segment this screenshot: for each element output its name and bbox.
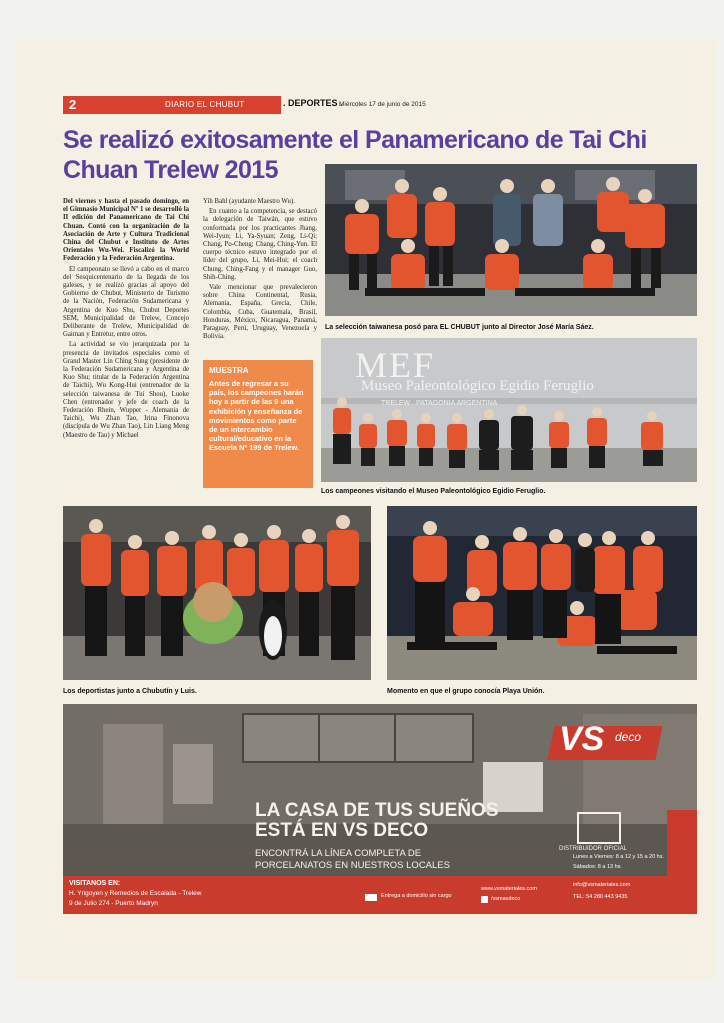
muestra-box [203, 360, 313, 488]
muestra-body: Antes de regresar a su país, los campeones harán hoy a partir de las 9 una exhibición y enseñanza de movimientos como parte de un intercambio cultural/educativo en la Escuela Nº 199 de Trelew. [209, 379, 304, 453]
photo-mascots [63, 506, 371, 680]
article-column-1 [63, 198, 189, 442]
muestra-title: MUESTRA [209, 366, 249, 375]
caption-mascots: Los deportistas junto a Chubutín y Luis. [63, 688, 197, 695]
ad-subtext-2: PORCELANATOS EN NUESTROS LOCALES [255, 860, 450, 871]
facebook-icon [481, 896, 488, 903]
ilva-logo [577, 812, 621, 844]
ad-subtext-1: ENCONTRÁ LA LÍNEA COMPLETA DE [255, 848, 422, 859]
photo-playa-union [387, 506, 697, 680]
ad-address-1: H. Yrigoyen y Remedios de Escalada - Trelew [69, 890, 202, 897]
article-paragraph: Yih Bahl (ayudante Maestro Wu). [203, 198, 295, 205]
museum-location: TRELEW . PATAGONIA ARGENTINA [381, 400, 498, 407]
photo-taiwan-team-image [325, 164, 697, 316]
paper-name: DIARIO EL CHUBUT [165, 100, 245, 109]
truck-icon [365, 894, 377, 901]
photo-museum [321, 338, 697, 482]
article-paragraph: El campeonato se llevó a cabo en el marco del Sesquicentenario de la llegada de los galeses, y se realizó gracias al apoyo del Gobierno de Chubut, Ministerio de Turismo de la Nación, Federación Sudamericana y Argentina de Kuo Shu, Chubut Deportes SEM, Municipalidad de Trelew, Concejo Deliberante de Trelew, Municipalidad de Gaiman y Entretur, entre otros. [63, 265, 189, 339]
article-column-2 [203, 198, 317, 343]
ad-logo-deco: deco [615, 730, 642, 744]
ad-web: www.vsmateriales.com [481, 886, 537, 892]
ad-visit-label: VISITANOS EN: [69, 880, 121, 887]
newspaper-page [15, 40, 715, 980]
ad-hours-2: Sábados: 8 a 13 hs. [573, 864, 622, 870]
ad-phone: TEL: 54 280 443 9435 [573, 894, 628, 900]
museum-name: Museo Paleontológico Egidio Feruglio [361, 378, 594, 394]
page-number: 2 [69, 97, 77, 112]
ad-tagline-1: LA CASA DE TUS SUEÑOS [255, 800, 499, 821]
caption-taiwan-team: La selección taiwanesa posó para EL CHUBUT junto al Director José María Sáez. [325, 324, 594, 331]
photo-mascots-image [63, 506, 371, 680]
vs-deco-ad [63, 704, 697, 914]
museum-logo: MEF [355, 345, 436, 385]
ad-logo-vs: VS [559, 720, 605, 758]
ad-delivery: Entrega a domicilio sin cargo [381, 893, 452, 899]
article-paragraph: La actividad se vio jerarquizada por la presencia de invitados especiales como el Grand Master Lin Ching Sung (presidente de la Federación Sudamericana y Argentina de Kuo Shu; titular de la Federación Argentina de Taichi), Wu Kong-Hui (entrenador de la selección taiwanesa de Tui Shou), Luoke Chen (entrenador y jefe de coach de la Federación Rhein, Wupper - Alemania de Taichi), Wu Zhan Tao, Irina Finonova (discípula de Wu Zhan Tao), Lin Liang Meng (Maestro de Tao) y Michael [63, 341, 189, 439]
ad-tagline-2: ESTÁ EN VS DECO [255, 820, 429, 841]
photo-playa-union-image [387, 506, 697, 680]
issue-date: Miércoles 17 de junio de 2015 [339, 101, 426, 108]
ad-address-2: 9 de Julio 274 - Puerto Madryn [69, 900, 158, 907]
article-lead: Del viernes y hasta el pasado domingo, en el Gimnasio Municipal Nº 1 se desarrolló la II edición del Panamericano de Tai Chi Chuan. Contó con la organización de la Asociación de Arte y Cultura Tradicional China del Chubut e Instituto de Artes Orientales Wu-Wei. Fiscalizó la World Federación y la Federación Argentina. [63, 198, 189, 263]
headline-line1: Se realizó exitosamente el Panamericano de Tai Chi [63, 126, 647, 154]
article-paragraph: En cuanto a la competencia, se destacó la delegación de Taiwán, que estuvo conformada por los practicantes Jhang, Wei-Jyun; Li, Ya-Syuan; Zeng, Li-Qi; Chang, Po-Cheng; Chang, Ching-Yun. El cuerpo técnico estuvo integrado por el líder del grupo, Li, Mei-Hui; el coach Chung, Ching-Fang y el manager Guo, Shih-Ching. [203, 208, 317, 281]
headline-line2: Chuan Trelew 2015 [63, 156, 278, 184]
ad-distributor: DISTRIBUIDOR OFICIAL [559, 846, 628, 852]
caption-museum: Los campeones visitando el Museo Paleontológico Egidio Feruglio. [321, 488, 546, 495]
ad-email: info@vsmateriales.com [573, 882, 631, 888]
ad-facebook: /vsmaxdeco [491, 896, 521, 902]
photo-taiwan-team [325, 164, 697, 316]
caption-playa-union: Momento en que el grupo conocía Playa Unión. [387, 688, 545, 695]
ad-hours-1: Lunes a Viernes: 8 a 12 y 15 a 20 hs. [573, 854, 665, 860]
article-paragraph: Vale mencionar que prevalecieron sobre China Continental, Rusia, Alemania, España, Grecia, Chile, Colombia, Cuba, Guatemala, Brasil, Honduras, México, Nicaragua, Panamá, Paraguay, Perú, Uruguay, Venezuela y Bolivia. [203, 284, 317, 341]
section-name: . DEPORTES . [283, 98, 343, 108]
